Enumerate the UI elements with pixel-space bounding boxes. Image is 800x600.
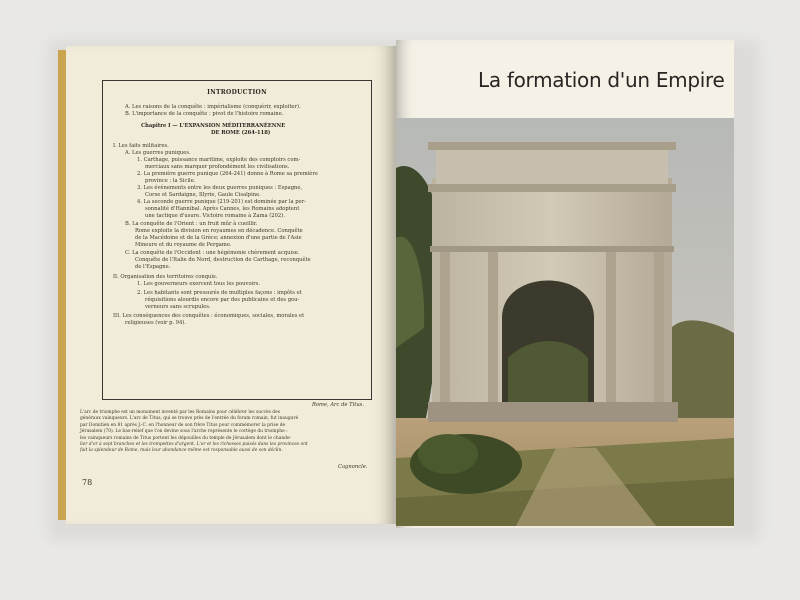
outline-line: 1. Les gouverneurs exercent tous les pouvoirs. <box>137 281 261 287</box>
outline-line: 4. La seconde guerre punique (219-201) est dominée par la per- <box>137 199 306 205</box>
outline-line: A. Les guerres puniques. <box>125 150 191 156</box>
outline-line: de la Macédoine et de la Grèce; annexion d'une partie de l'Asie <box>135 235 302 241</box>
outline-line: de l'Espagne. <box>135 264 171 270</box>
caption-line: lier d'or à sept branches et les trompettes d'argent. L'or et les richesses puisés dans les provinces ont <box>80 442 308 448</box>
intro-item: B. L'importance de la conquête : pivot de l'histoire romaine. <box>125 111 284 117</box>
outline-line: verneurs sans scrupules. <box>145 304 211 310</box>
outline-box <box>102 80 372 400</box>
chapter-heading: Chapitre I — L'EXPANSION MÉDITERRANÉENNE <box>141 123 286 129</box>
caption-line: généraux vainqueurs. L'arc de Titus, qui se trouve près de l'entrée du forum romain, fut inauguré <box>80 416 299 422</box>
outline-line: merciaux sans marquer profondément les civilisations. <box>145 164 290 170</box>
arch-photo-illustration <box>396 118 734 526</box>
outline-line: Conquête de l'Italie du Nord, destruction de Carthage, reconquête <box>135 257 311 263</box>
caption-line: fait la splendeur de Rome, mais leur abondance même est responsable aussi de son déclin. <box>80 448 283 454</box>
photo-caption-title: Rome, Arc de Titus. <box>312 402 364 408</box>
outline-line: 2. La première guerre punique (264-241) donne à Rome sa première <box>137 171 318 177</box>
caption-line: L'arc de triomphe est un monument inventé par les Romains pour célébrer les succès des <box>80 410 280 415</box>
chapter-subheading: DE ROME (264-118) <box>211 130 271 136</box>
outline-line: B. La conquête de l'Orient : un fruit mûr à cueillir. <box>125 221 258 227</box>
outline-line: II. Organisation des territoires conquis. <box>113 274 218 280</box>
outline-line: une tactique d'usure. Victoire romaine à Zama (202). <box>145 213 285 219</box>
intro-item: A. Les raisons de la conquête : impérialisme (conquérir, exploiter). <box>125 104 301 110</box>
left-page <box>66 46 396 524</box>
photo-credit: Cagnoncle. <box>338 464 368 470</box>
photo-caption-text <box>80 410 392 455</box>
outline-line: 2. Les habitants sont pressurés de multiples façons : impôts et <box>137 290 302 296</box>
outline-line: province : la Sicile. <box>145 178 196 184</box>
right-page <box>396 40 734 528</box>
intro-title: INTRODUCTION <box>207 89 267 96</box>
caption-line: Jérusalem (70). Le bas-relief que l'on devine sous l'arche représente le cortège du triomphe : <box>80 429 288 435</box>
caption-line: les vainqueurs romains de Titus portent les dépouilles du temple de Jérusalem dont le chande- <box>80 435 292 441</box>
outline-line: 1. Carthage, puissance maritime, exploite des comptoirs com- <box>137 157 301 163</box>
outline-line: sonnalité d'Hannibal. Après Cannes, les Romains adoptent <box>145 206 300 212</box>
outline-line: Rome exploite la division en royaumes en décadence. Conquête <box>135 228 303 234</box>
outline-line: religieuses (voir p. 94). <box>125 320 187 326</box>
outline-line: 3. Les événements entre les deux guerres puniques : Espagne, <box>137 185 303 191</box>
outline-line: Corse et Sardaigne, Illyrie, Gaule Cisalpine. <box>145 192 261 198</box>
outline-line: réquisitions alourdis encore par des publicains et des gou- <box>145 297 300 303</box>
outline-line: III. Les conséquences des conquêtes : économiques, sociales, morales et <box>113 313 305 319</box>
outline-line: Mineure et du royaume de Pergame. <box>135 242 232 248</box>
arch-of-titus-photo <box>396 118 734 526</box>
page-number: 78 <box>82 478 93 487</box>
page-title: La formation d'un Empire <box>478 68 725 92</box>
outline-line: I. Les faits militaires. <box>113 143 169 149</box>
outline-line: C. La conquête de l'Occident : une hégémonie chèrement acquise. <box>125 250 300 256</box>
caption-line: par Domitien en 81 après J.-C. en l'honneur de son frère Titus pour commémorer la prise de <box>80 422 286 428</box>
